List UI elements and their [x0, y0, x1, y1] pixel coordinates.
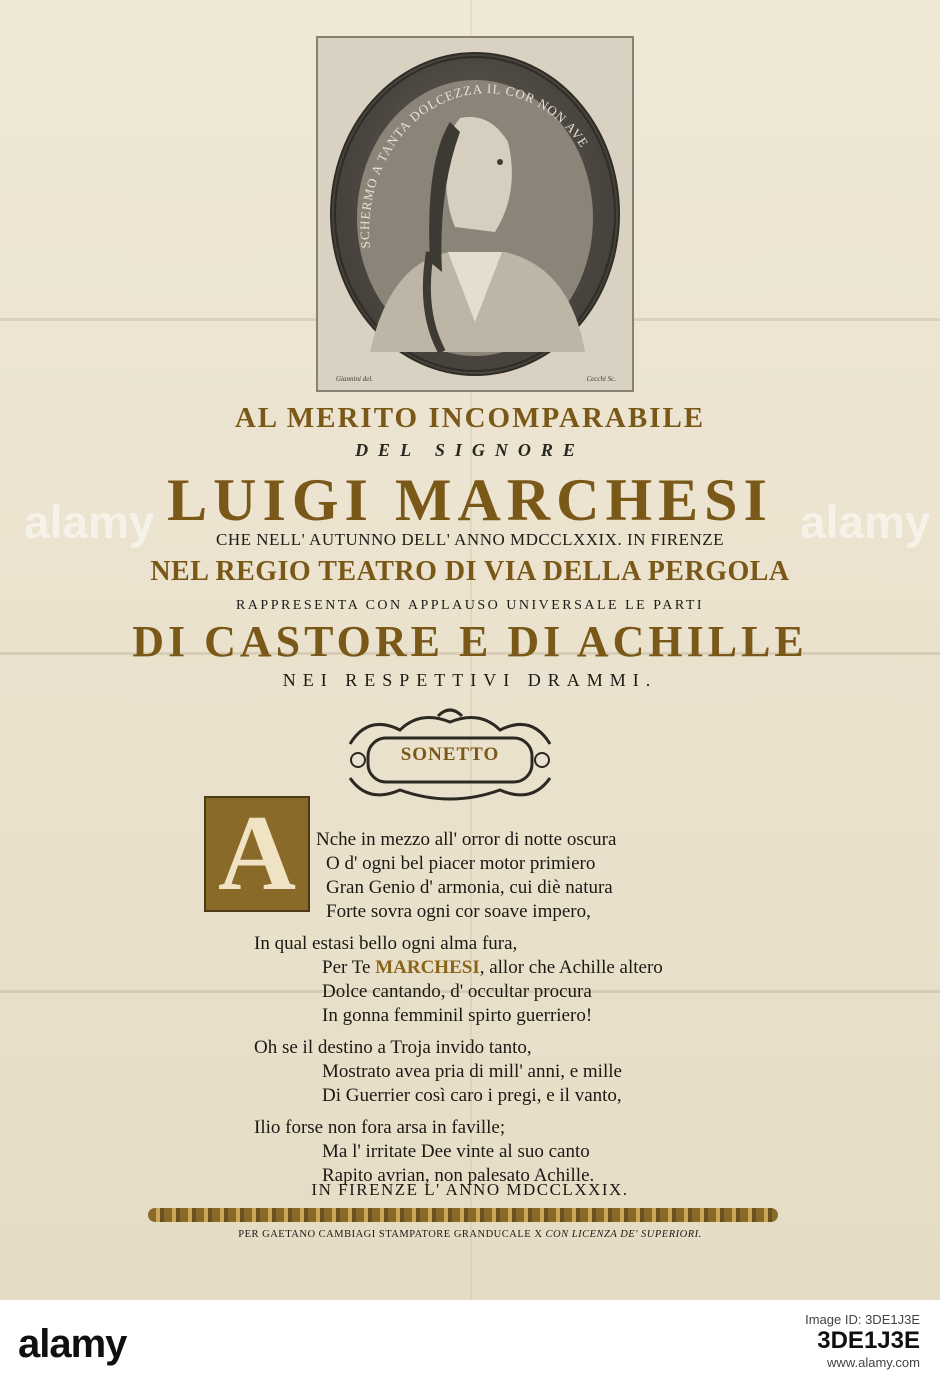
roles-line: DI CASTORE E DI ACHILLE — [132, 617, 808, 666]
verse-text: , allor che Achille altero — [479, 957, 663, 978]
verse-line: O d' ogni bel piacer motor primiero — [326, 853, 596, 874]
motto-inscription — [318, 38, 636, 394]
date-place-line: CHE NELL' AUTUNNO DELL' ANNO MDCCLXXIX. IN FIRENZE — [215, 530, 725, 549]
initial-letter: A — [218, 794, 296, 913]
watermark: alamy — [800, 496, 931, 548]
verse-line: Nche in mezzo all' orror di notte oscura — [316, 829, 617, 850]
image-id-label: Image ID: 3DE1J3E — [805, 1312, 920, 1327]
theatre-line: NEL REGIO TEATRO DI VIA DELLA PERGOLA — [150, 556, 790, 587]
verse-line: Dolce cantando, d' occultar procura — [322, 981, 592, 1002]
verse-line — [322, 956, 663, 980]
verse-line: Rapito avrian, non palesato Achille. — [322, 1165, 595, 1186]
decorated-initial — [204, 796, 310, 912]
singer-name: LUIGI MARCHESI — [167, 467, 773, 533]
imprint-place-date: IN FIRENZE L' ANNO MDCCLXXIX. — [311, 1180, 629, 1199]
separator-mark: X — [534, 1229, 543, 1240]
verse-line: Di Guerrier così caro i pregi, e il vanto, — [322, 1085, 622, 1106]
motto-text: SCHERMO A TANTA DOLCEZZA IL COR NON AVE — [357, 81, 592, 250]
dedication-subtitle: DEL SIGNORE — [355, 440, 585, 460]
verse-line: Gran Genio d' armonia, cui diè natura — [326, 877, 613, 898]
verse-line: Ma l' irritate Dee vinte al suo canto — [322, 1141, 590, 1162]
stock-logo — [18, 1322, 126, 1367]
highlighted-name: MARCHESI — [375, 957, 480, 978]
verse-line: Mostrato avea pria di mill' anni, e mille — [322, 1061, 622, 1082]
portrait-engraving — [316, 36, 634, 392]
verse-line: Forte sovra ogni cor soave impero, — [326, 901, 591, 922]
sonetto-label: SONETTO — [400, 744, 500, 765]
roles-intro-line: RAPPRESENTA CON APPLAUSO UNIVERSALE LE PARTI — [235, 598, 705, 613]
watermark: alamy — [24, 496, 155, 548]
printer-line — [0, 1229, 940, 1240]
verse-line: Ilio forse non fora arsa in faville; — [254, 1117, 506, 1138]
dedication-title: AL MERITO INCOMPARABILE — [234, 402, 706, 434]
engraver-credit: Cecchi Sc. — [586, 375, 616, 383]
image-id-code: 3DE1J3E — [817, 1327, 920, 1354]
stock-image-id — [805, 1312, 920, 1370]
stock-url: www.alamy.com — [827, 1355, 920, 1370]
printer-name: PER GAETANO CAMBIAGI STAMPATORE GRANDUCALE — [238, 1229, 532, 1240]
verse-line: In qual estasi bello ogni alma fura, — [254, 933, 518, 954]
alamy-logo-text: alamy — [18, 1322, 127, 1366]
stock-footer — [0, 1300, 940, 1390]
dramas-line: NEI RESPETTIVI DRAMMI. — [282, 670, 658, 690]
verse-line: In gonna femminil spirto guerriero! — [322, 1005, 593, 1026]
chain-ornament — [148, 1208, 778, 1222]
designer-credit: Giannini del. — [336, 375, 373, 383]
verse-text: Per Te — [322, 957, 376, 978]
license-text: CON LICENZA DE' SUPERIORI. — [545, 1229, 702, 1240]
verse-line: Oh se il destino a Troja invido tanto, — [254, 1037, 532, 1058]
svg-text:SCHERMO A TANTA DOLCEZZA IL CO — [357, 81, 592, 249]
